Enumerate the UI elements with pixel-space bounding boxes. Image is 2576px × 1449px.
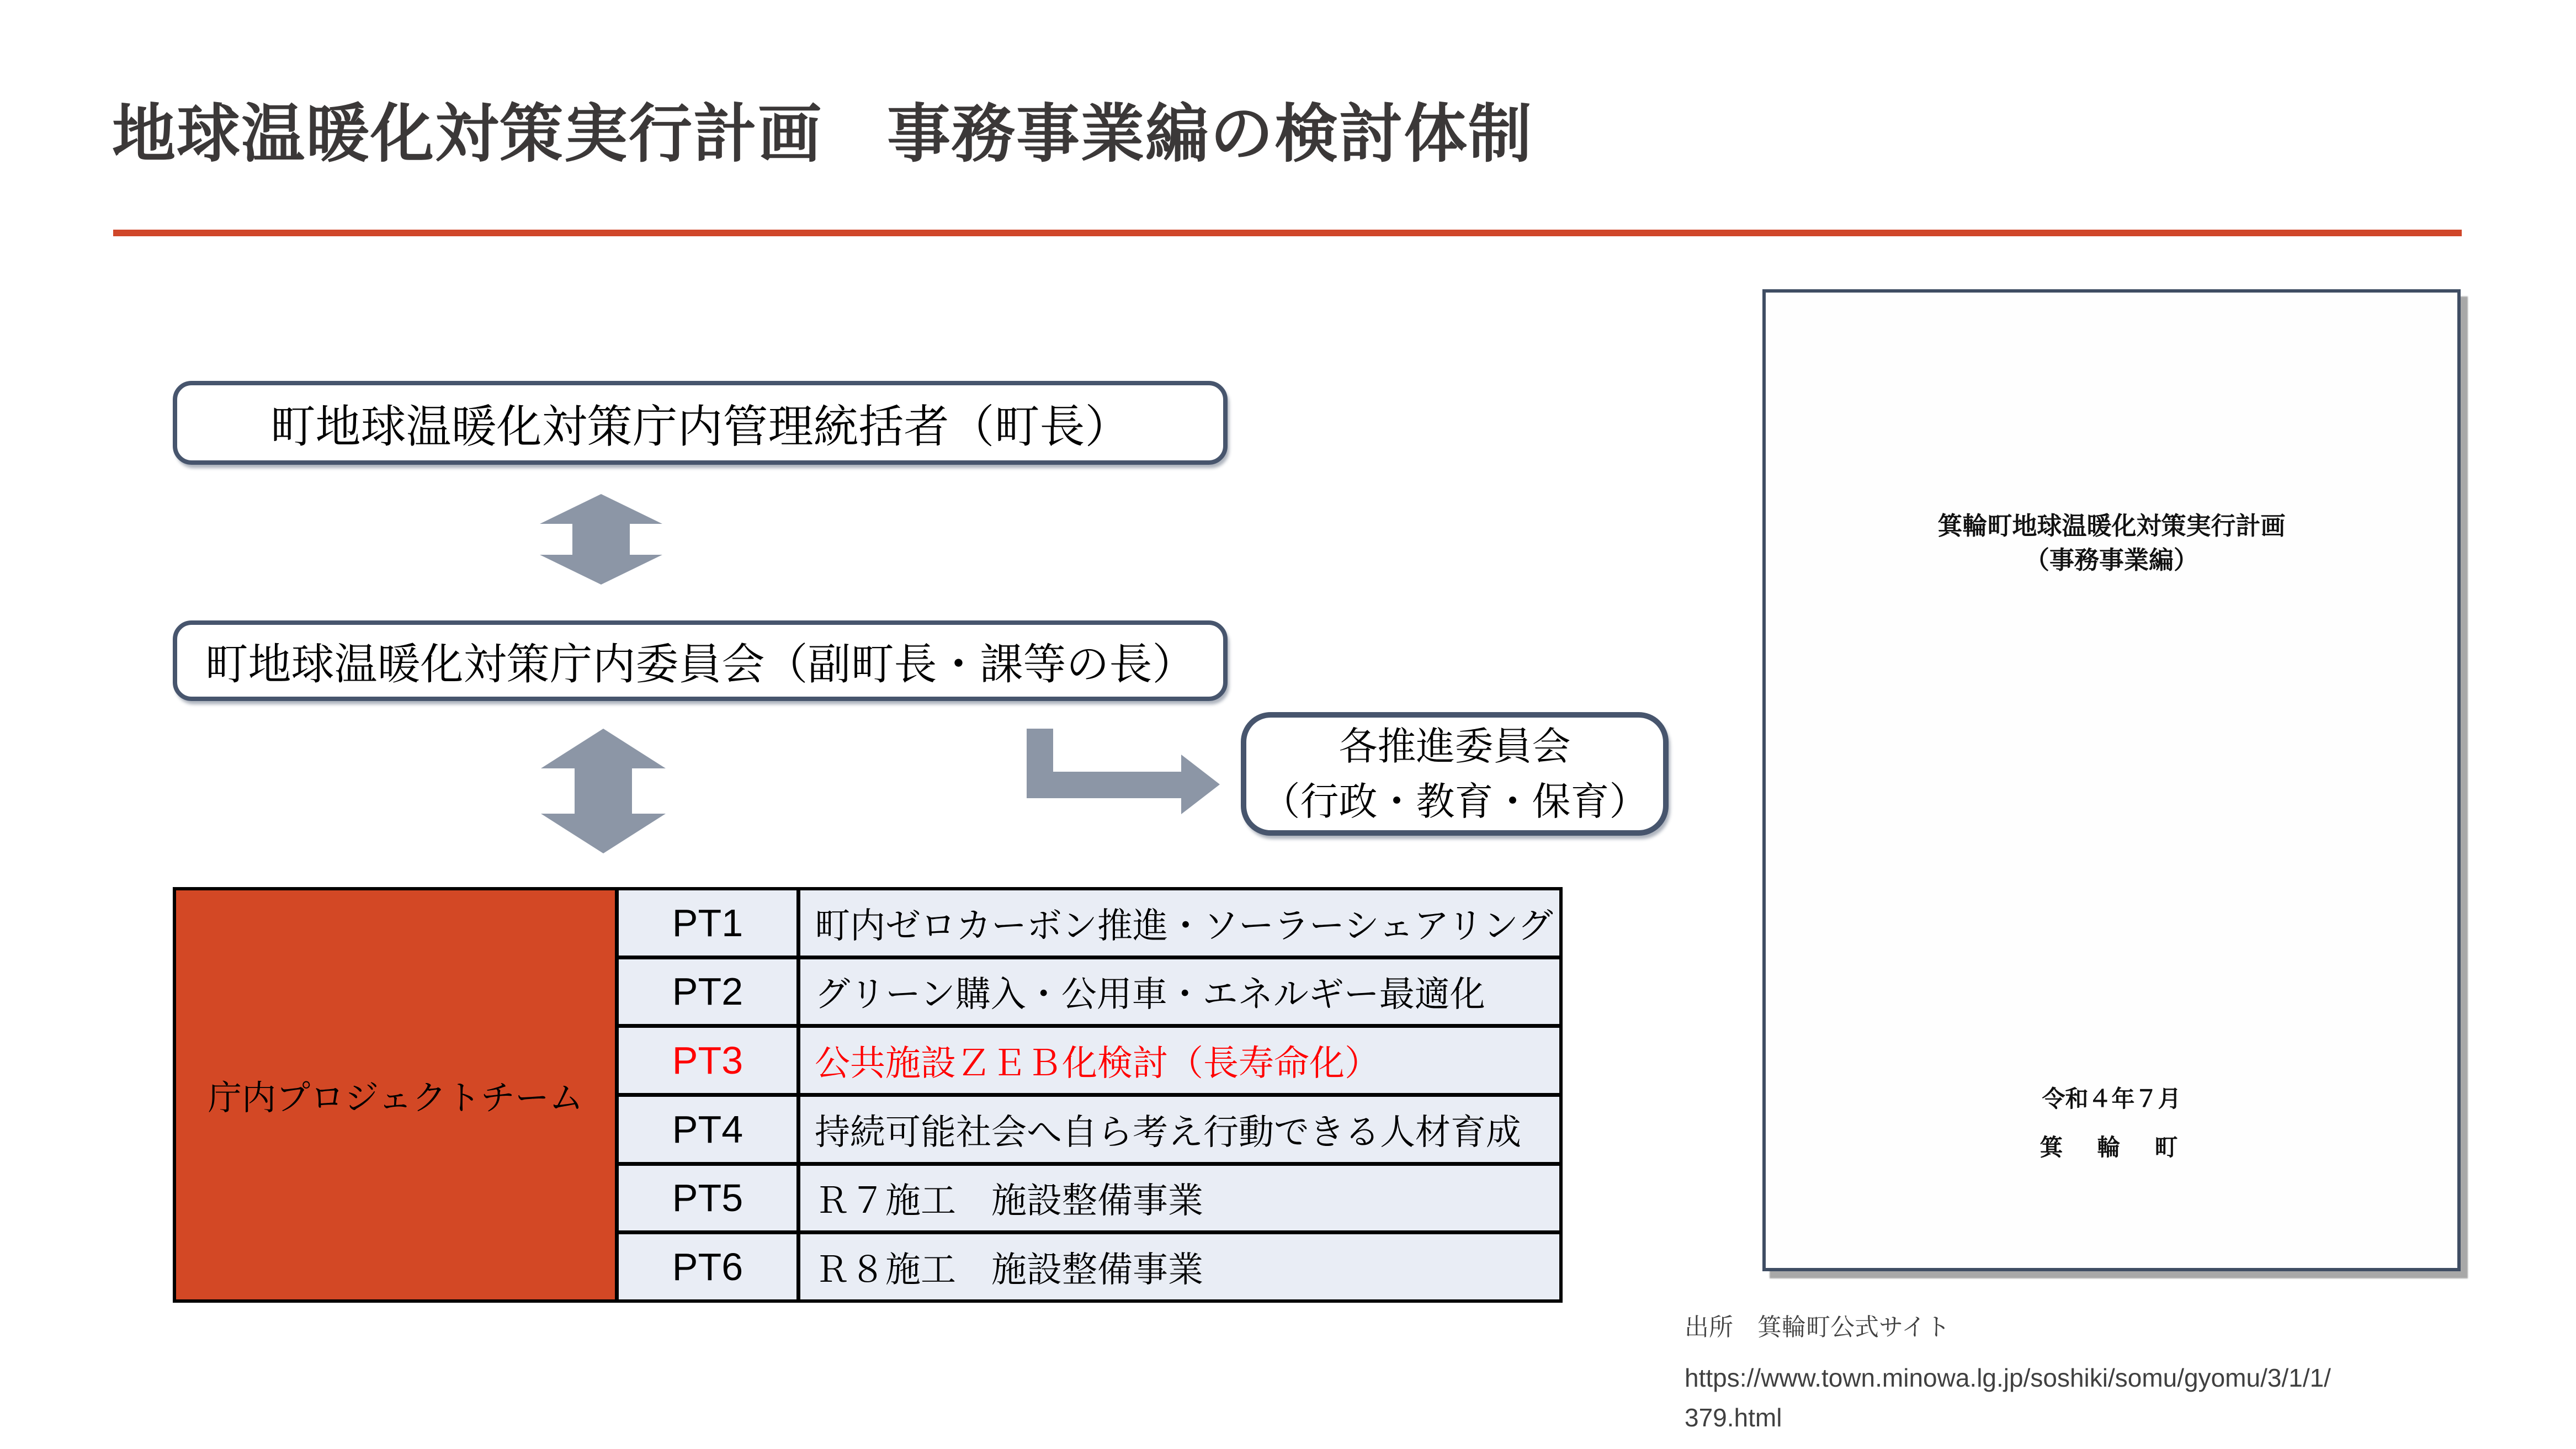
title-underline — [113, 230, 2462, 236]
pt-desc-cell: Ｒ７施工 施設整備事業 — [800, 1166, 1559, 1231]
cover-title-line2: （事務事業編） — [2024, 546, 2198, 574]
pt-id-cell: PT5 — [619, 1166, 796, 1231]
flow-box-promotion-committees — [1241, 712, 1669, 836]
pt-desc-cell: グリーン購入・公用車・エネルギー最適化 — [800, 959, 1559, 1025]
pt-id-cell: PT4 — [619, 1097, 796, 1162]
source-url-line2: 379.html — [1685, 1403, 1782, 1432]
source-url-line1: https://www.town.minowa.lg.jp/soshiki/somu/gyomu/3/1/1/ — [1685, 1363, 2331, 1392]
pt-desc-cell: 持続可能社会へ自ら考え行動できる人材育成 — [800, 1097, 1559, 1162]
pt-id-cell: PT1 — [619, 890, 796, 956]
cover-date: 令和４年７月 — [2042, 1086, 2181, 1112]
double-arrow-icon — [540, 494, 662, 585]
project-team-table — [173, 887, 1563, 1303]
double-arrow-icon — [541, 729, 666, 853]
flow-box-committee-label: 町地球温暖化対策庁内委員会（副町長・課等の長） — [205, 640, 1196, 688]
flow-box-supervisor — [173, 381, 1228, 465]
flow-box-supervisor-label: 町地球温暖化対策庁内管理統括者（町長） — [270, 401, 1130, 452]
cover-publisher: 箕 輪 町 — [2039, 1134, 2184, 1160]
source-label: 出所 箕輪町公式サイト — [1685, 1314, 1950, 1341]
pt-id-cell: PT3 — [619, 1028, 796, 1093]
promotion-committees-line2: （行政・教育・保育） — [1261, 780, 1648, 823]
pt-id-cell: PT6 — [619, 1234, 796, 1299]
promotion-committees-line1: 各推進委員会 — [1339, 725, 1571, 768]
pt-id-cell: PT2 — [619, 959, 796, 1025]
flow-box-committee — [173, 620, 1228, 701]
cover-title — [1766, 509, 2457, 577]
elbow-arrow-icon — [1027, 729, 1220, 815]
cover-title-line1: 箕輪町地球温暖化対策実行計画 — [1937, 512, 2286, 540]
pt-desc-cell: Ｒ８施工 施設整備事業 — [800, 1234, 1559, 1299]
document-cover — [1762, 289, 2461, 1271]
pt-desc-cell: 町内ゼロカーボン推進・ソーラーシェアリング — [800, 890, 1559, 956]
source-url — [1685, 1358, 2331, 1437]
pt-desc-cell: 公共施設ＺＥＢ化検討（長寿命化） — [800, 1028, 1559, 1093]
project-team-header-cell: 庁内プロジェクトチーム — [176, 890, 615, 1299]
page-title: 地球温暖化対策実行計画 事務事業編の検討体制 — [112, 99, 1533, 169]
